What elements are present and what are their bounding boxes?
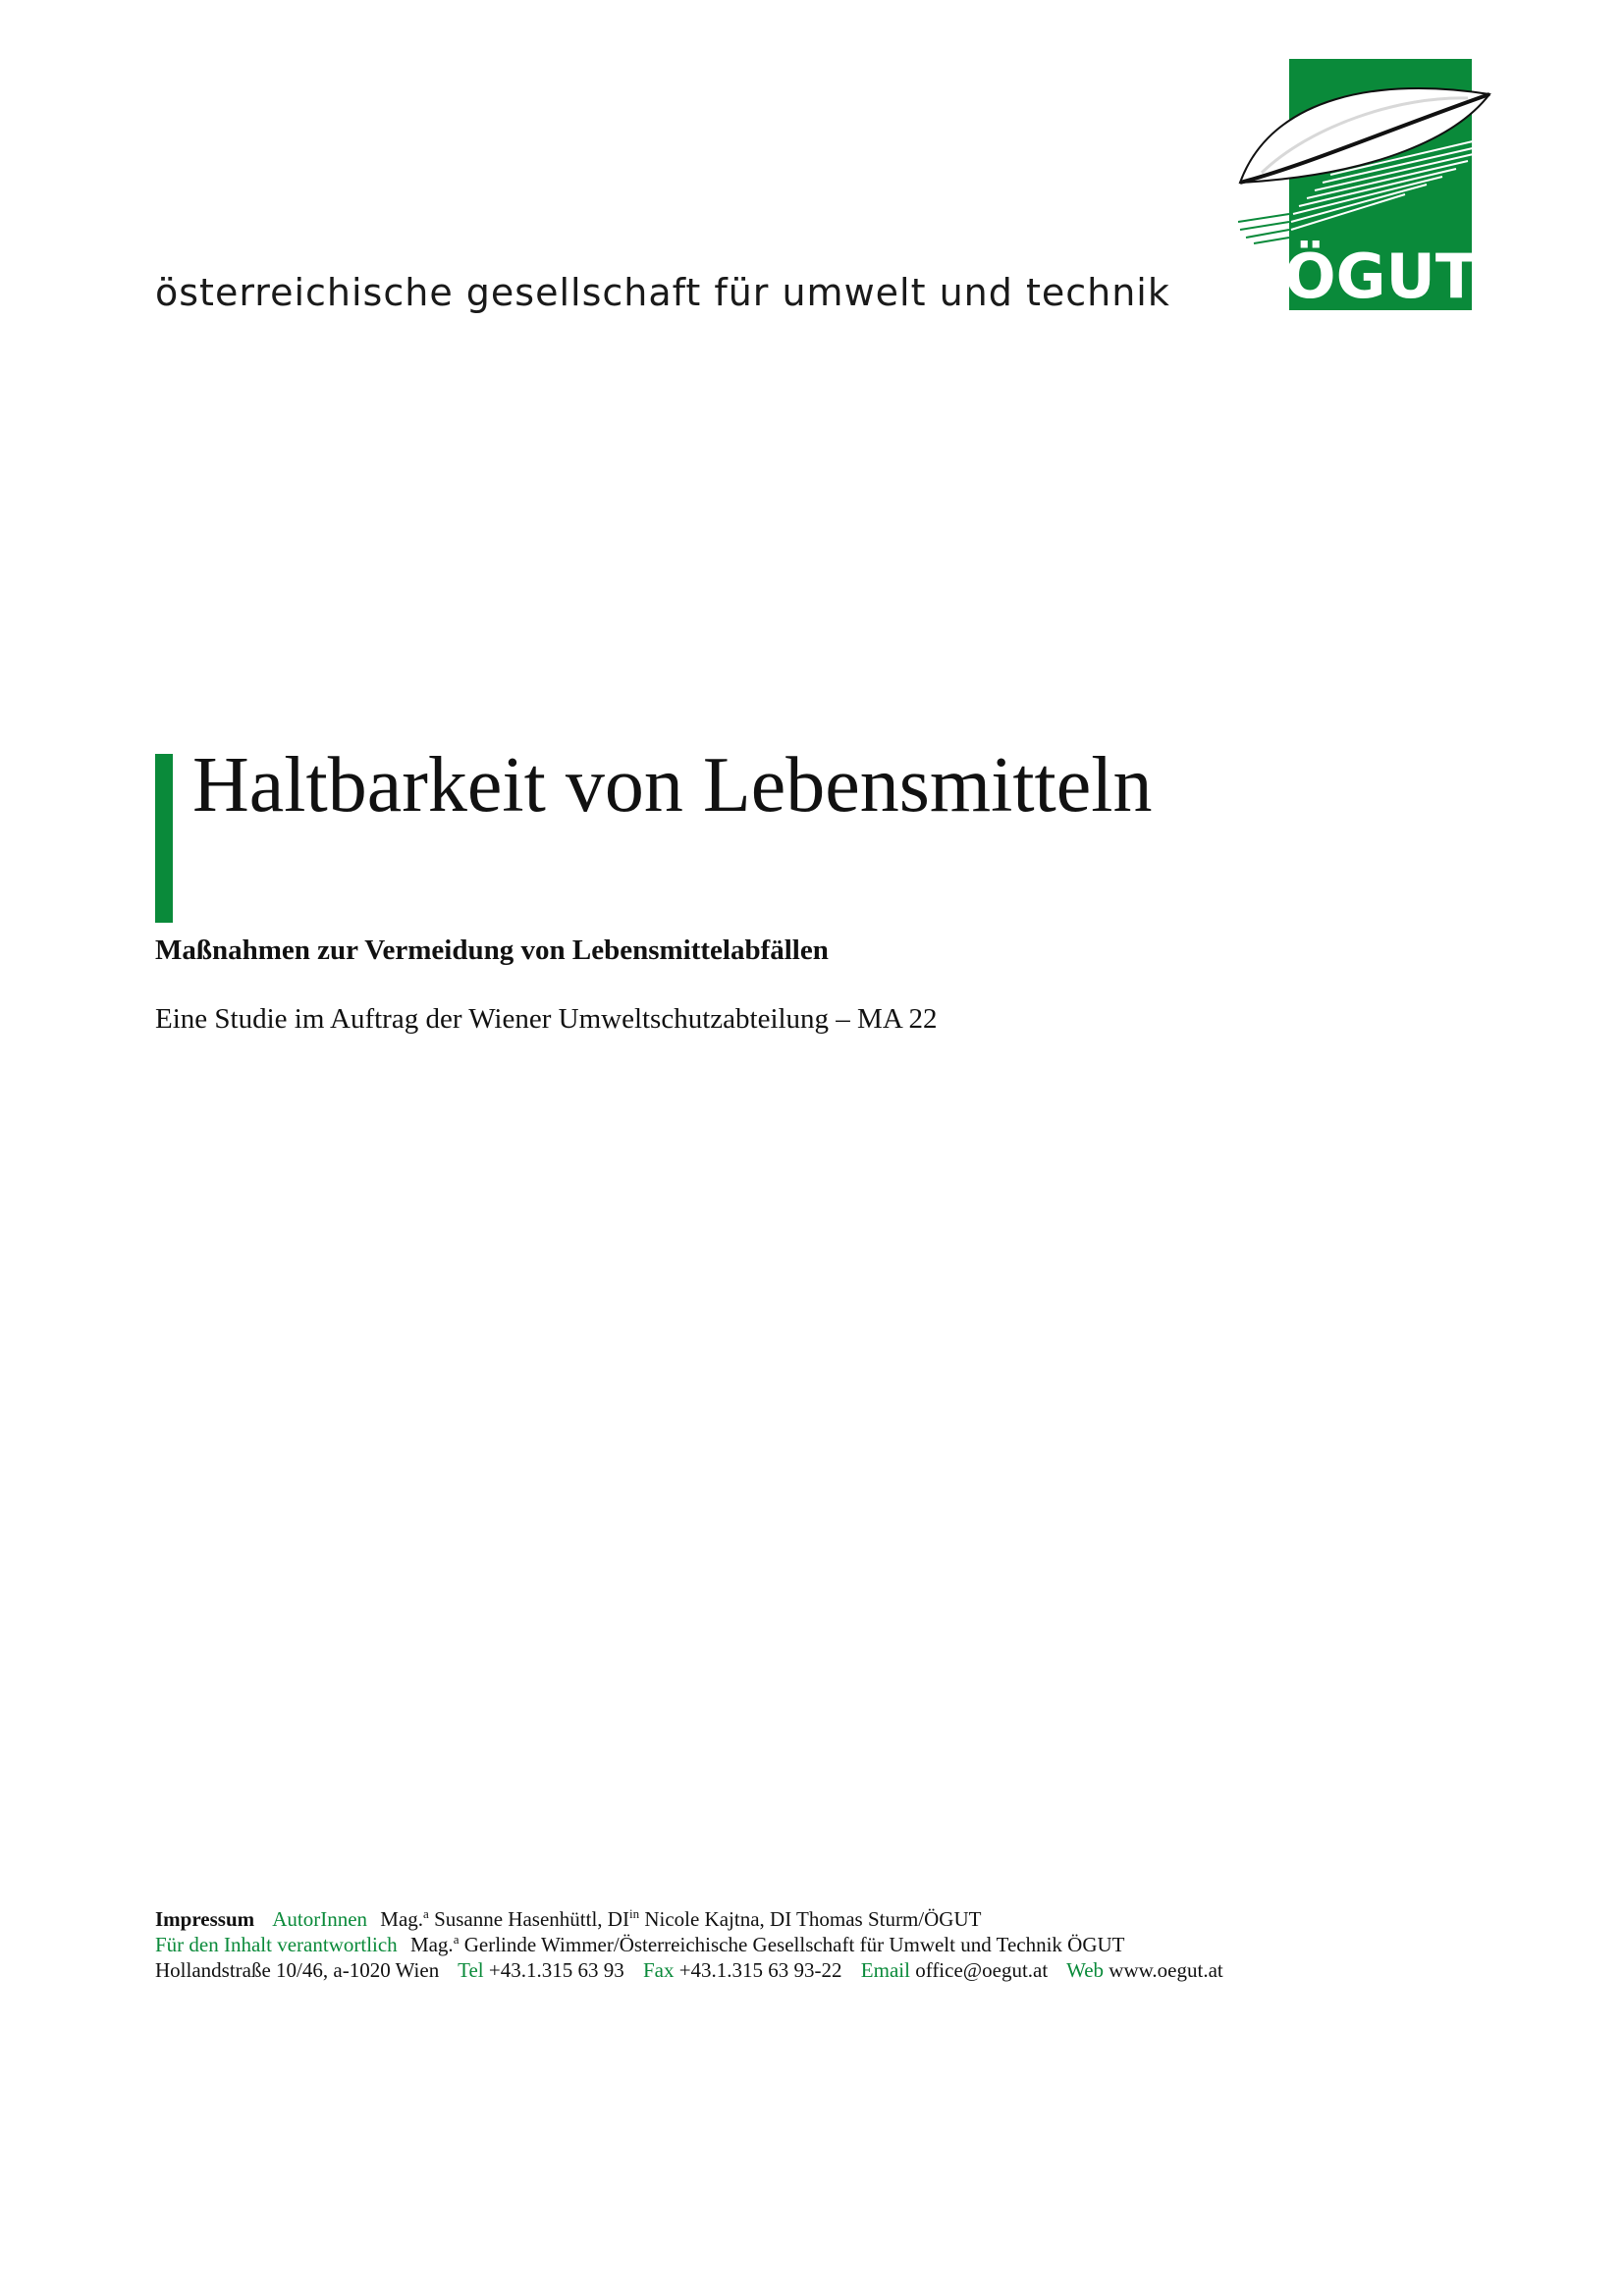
authors-prefix: Mag. [380,1907,424,1931]
impressum-line-responsible [155,1932,1223,1957]
impressum-line-contact [155,1957,1223,1983]
oegut-logo [1232,57,1507,312]
leaf-icon [1232,57,1507,312]
fax-label: Fax [642,1958,675,1982]
title-accent-bar [155,754,173,923]
web-label: Web [1066,1958,1105,1982]
authors-sup: a [423,1906,429,1921]
email-label: Email [860,1958,910,1982]
organisation-name: österreichische gesellschaft für umwelt und technik [155,271,1170,314]
fax-value: +43.1.315 63 93-22 [678,1958,842,1982]
authors-label: AutorInnen [272,1907,368,1931]
tel-label: Tel [458,1958,484,1982]
responsible-rest: Gerlinde Wimmer/Österreichische Gesellschaft für Umwelt und Technik ÖGUT [459,1933,1125,1956]
document-title: Haltbarkeit von Lebensmitteln [192,742,1153,828]
tel-value: +43.1.315 63 93 [488,1958,624,1982]
web-value[interactable]: www.oegut.at [1109,1958,1223,1982]
authors-rest: Nicole Kajtna, DI Thomas Sturm/ÖGUT [639,1907,982,1931]
email-value[interactable]: office@oegut.at [915,1958,1049,1982]
responsible-label: Für den Inhalt verantwortlich [155,1933,398,1956]
document-subtitle: Maßnahmen zur Vermeidung von Lebensmittelabfällen [155,934,829,966]
impressum-line-authors [155,1906,1223,1932]
logo-wordmark: ÖGUT [1283,240,1478,312]
impressum-heading: Impressum [155,1907,255,1931]
responsible-sup: a [453,1932,460,1947]
address: Hollandstraße 10/46, a-1020 Wien [155,1958,440,1982]
responsible-prefix: Mag. [409,1933,454,1956]
authors-sup2: in [628,1906,640,1921]
impressum [155,1906,1223,1983]
authors-mid: Susanne Hasenhüttl, DI [428,1907,629,1931]
commission-note: Eine Studie im Auftrag der Wiener Umweltschutzabteilung – MA 22 [155,1003,938,1035]
